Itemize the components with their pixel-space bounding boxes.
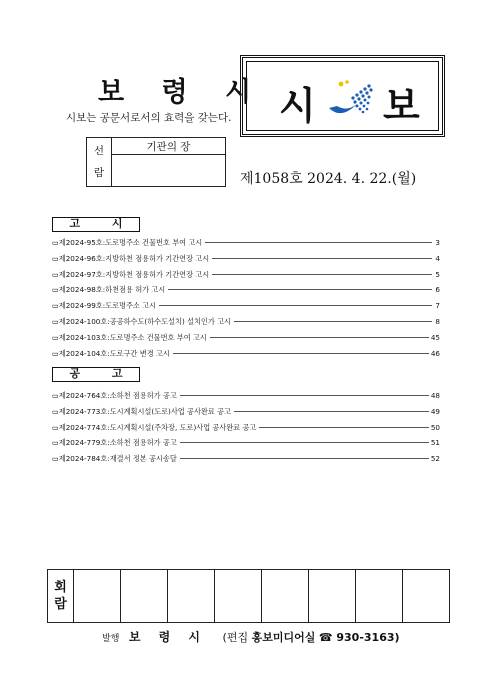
toc-row[interactable]: [52, 451, 440, 467]
gazette-logo: [240, 55, 445, 137]
toc-row[interactable]: [52, 282, 440, 298]
notices-list: [52, 235, 440, 361]
logo-text-left: 시: [279, 84, 316, 128]
toc-label: ▭제2024-784호:재결서 정본 공시송달: [52, 451, 180, 467]
toc-page: 7: [433, 298, 440, 314]
toc-label: ▭제2024-104호:도로구간 변경 고시: [52, 346, 173, 362]
toc-row[interactable]: [52, 404, 440, 420]
announcements-heading: 공 고: [52, 367, 140, 382]
publisher-label: 발행: [102, 634, 120, 644]
toc-page: 48: [429, 388, 440, 404]
toc-label: ▭제2024-774호:도시계획시설(주차장, 도로)사업 공사완료 공고: [52, 420, 259, 436]
toc-row[interactable]: [52, 267, 440, 283]
circulation-sign-cell[interactable]: [403, 570, 450, 623]
review-table: [86, 137, 226, 187]
logo-inner-frame: [246, 61, 439, 131]
issue-number-date: 제1058호 2024. 4. 22.(월): [240, 171, 417, 187]
toc-row[interactable]: [52, 298, 440, 314]
review-label-bottom: 람: [93, 167, 105, 179]
toc-page: 52: [429, 451, 440, 467]
circulation-label-bottom: 람: [54, 597, 67, 612]
circulation-table: [47, 569, 450, 623]
toc-page: 4: [433, 251, 440, 267]
review-label-cell: [87, 138, 112, 187]
toc-label: ▭제2024-764호:소하천 점용허가 공고: [52, 388, 180, 404]
toc-row[interactable]: [52, 314, 440, 330]
review-label-top: 선: [93, 145, 105, 157]
city-title: 보 령 시: [98, 77, 266, 108]
toc-label: ▭제2024-103호:도로명주소 건물번호 부여 고시: [52, 330, 210, 346]
publisher-name: 보 령 시: [128, 630, 208, 644]
toc-row[interactable]: [52, 235, 440, 251]
circulation-sign-cell[interactable]: [74, 570, 121, 623]
toc-page: 45: [429, 330, 440, 346]
toc-page: 5: [433, 267, 440, 283]
toc-page: 46: [429, 346, 440, 362]
toc-page: 51: [429, 435, 440, 451]
notices-heading: 고 시: [52, 217, 140, 232]
publisher-footer: [102, 628, 400, 645]
toc-label: ▭제2024-97호:지방하천 점용허가 기간연장 고시: [52, 267, 212, 283]
toc-label: ▭제2024-100호:공공하수도(하수도설치) 설치인가 고시: [52, 314, 234, 330]
toc-page: 6: [433, 282, 440, 298]
toc-label: ▭제2024-773호:도시계획시설(도로)사업 공사완료 공고: [52, 404, 234, 420]
toc-label: ▭제2024-779호:소하천 점용허가 공고: [52, 435, 180, 451]
toc-row[interactable]: [52, 420, 440, 436]
toc-label: ▭제2024-99호:도로명주소 고시: [52, 298, 159, 314]
phone-number: ☎ 930-3163): [318, 631, 400, 644]
edit-department: 홍보미디어실: [251, 631, 316, 644]
circulation-sign-cell[interactable]: [121, 570, 168, 623]
circulation-sign-cell[interactable]: [262, 570, 309, 623]
toc-label: ▭제2024-98호:하천점용 허가 고시: [52, 282, 168, 298]
edit-label: (편집: [222, 631, 249, 644]
toc-row[interactable]: [52, 388, 440, 404]
subtitle: 시보는 공문서로서의 효력을 갖는다.: [66, 112, 232, 124]
circulation-sign-cell[interactable]: [168, 570, 215, 623]
announcements-list: [52, 388, 440, 467]
bird-emblem-icon: [327, 78, 377, 122]
review-role-cell: 기관의 장: [112, 138, 226, 155]
toc-label: ▭제2024-96호:지방하천 점용허가 기간연장 고시: [52, 251, 212, 267]
logo-text-right: 보: [383, 84, 420, 128]
toc-row[interactable]: [52, 346, 440, 362]
toc-page: 3: [433, 235, 440, 251]
toc-page: 49: [429, 404, 440, 420]
toc-label: ▭제2024-95호:도로명주소 건물번호 부여 고시: [52, 235, 205, 251]
toc-row[interactable]: [52, 251, 440, 267]
review-sign-cell: [112, 155, 226, 187]
toc-row[interactable]: [52, 435, 440, 451]
toc-page: 8: [433, 314, 440, 330]
toc-row[interactable]: [52, 330, 440, 346]
toc-page: 50: [429, 420, 440, 436]
circulation-sign-cell[interactable]: [215, 570, 262, 623]
circulation-label-top: 회: [54, 580, 67, 595]
circulation-sign-cell[interactable]: [356, 570, 403, 623]
circulation-sign-cell[interactable]: [309, 570, 356, 623]
circulation-label-cell: [48, 570, 74, 623]
